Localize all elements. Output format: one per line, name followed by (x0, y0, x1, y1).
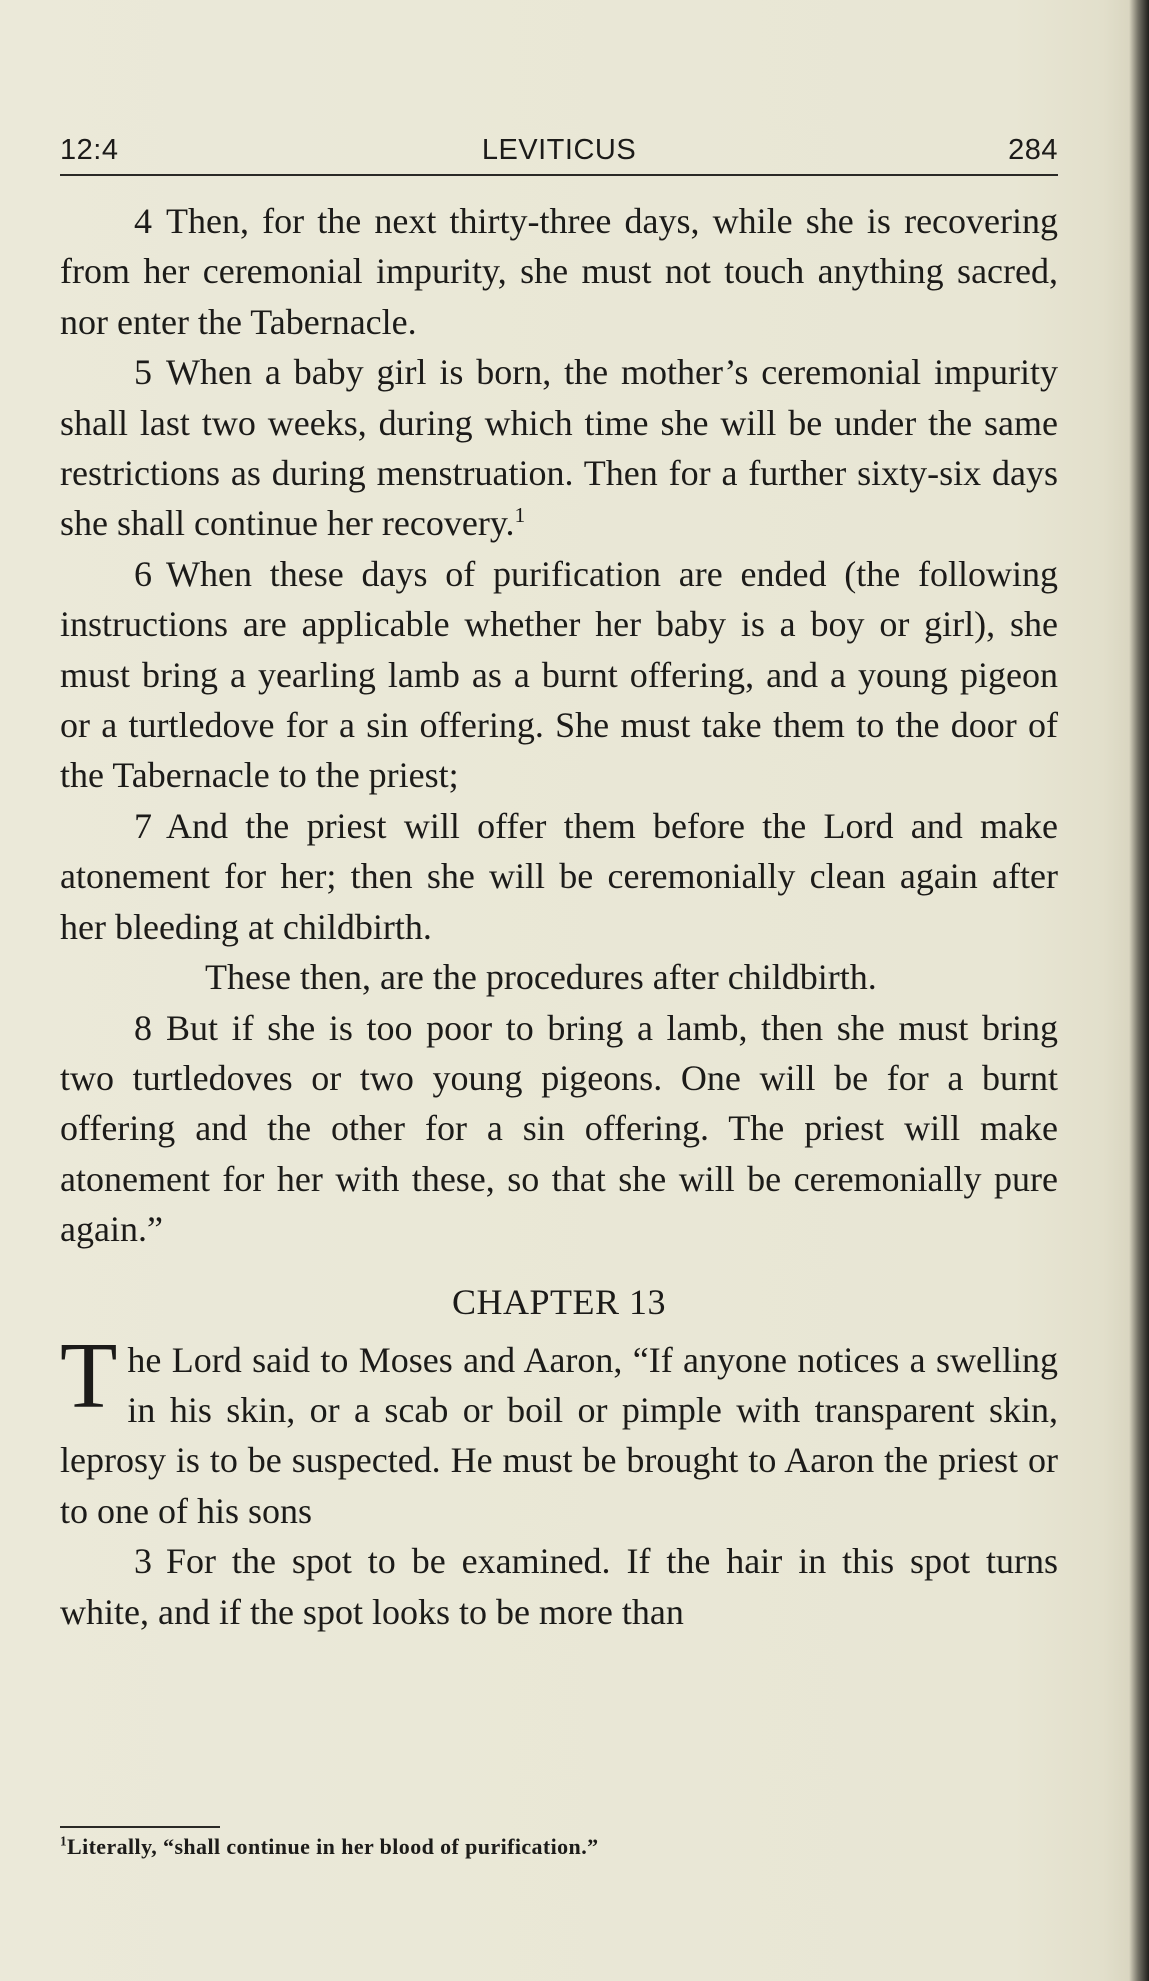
verse-paragraph (60, 347, 1058, 549)
opening-text: he Lord said to Moses and Aaron, “If anyone notices a swelling in his skin, or a scab or boil or pimple with transparent skin, leprosy is to be suspected. He must be brought to Aaron the priest or to one of his sons (60, 1339, 1058, 1531)
verse-text: And the priest will offer them before the Lord and make atonement for her; then she will be ceremonially clean again after her bleeding at childbirth. (60, 805, 1058, 947)
verse-number: 4 (134, 201, 152, 241)
footnote-rule (60, 1826, 220, 1828)
verse-paragraph (60, 196, 1058, 347)
verse-number: 5 (134, 352, 152, 393)
chapter-opening-paragraph (60, 1323, 1058, 1537)
footnote-mark: 1 (60, 1833, 67, 1849)
drop-cap: T (60, 1323, 118, 1428)
body-text (60, 196, 1058, 1637)
footnote-text: Literally, “shall continue in her blood of purification.” (67, 1834, 599, 1859)
summary-text: These then, are the procedures after childbirth. (205, 957, 877, 998)
verse-paragraph (60, 801, 1058, 952)
header-chapter-verse: 12:4 (60, 134, 119, 166)
chapter-heading: CHAPTER 13 (451, 1281, 667, 1322)
header-book-title: LEVITICUS (481, 134, 637, 166)
verse-paragraph (60, 549, 1058, 801)
page-edge-shadow (1129, 0, 1149, 1981)
header-page-number: 284 (1008, 134, 1058, 166)
verse-number: 8 (134, 1007, 152, 1048)
running-header (60, 134, 1058, 176)
verse-text: But if she is too poor to bring a lamb, then she must bring two turtledoves or two young pigeons. One will be for a burnt offering and the other for a sin offering. The priest will make atonement for her with these, so that she will be ceremonially pure again.” (60, 1007, 1058, 1250)
verse-text: When these days of purification are ended (the following instructions are applicable whether her baby is a boy or girl), she must bring a yearling lamb as a burnt offering, and a young pigeon or a turtledove for a sin offering. She must take them to the door of the Tabernacle to the priest; (60, 553, 1058, 796)
verse-text: For the spot to be examined. If the hair in this spot turns white, and if the spot looks to be more than (60, 1541, 1058, 1632)
summary-paragraph (60, 952, 1058, 1002)
verse-paragraph (60, 1536, 1058, 1637)
footnote-reference: 1 (514, 503, 526, 528)
verse-number: 6 (134, 553, 152, 594)
verse-text: When a baby girl is born, the mother’s ceremonial impurity shall last two weeks, during which time she will be under the same restrictions as during menstruation. Then for a further sixty-six days she shall continue her recovery. (60, 352, 1058, 544)
footnote (60, 1832, 1058, 1862)
verse-text: Then, for the next thirty-three days, while she is recovering from her ceremonial impurity, she must not touch anything sacred, nor enter the Tabernacle. (60, 201, 1058, 342)
verse-number: 7 (134, 805, 152, 846)
verse-paragraph (60, 1003, 1058, 1255)
verse-number: 3 (134, 1541, 152, 1582)
